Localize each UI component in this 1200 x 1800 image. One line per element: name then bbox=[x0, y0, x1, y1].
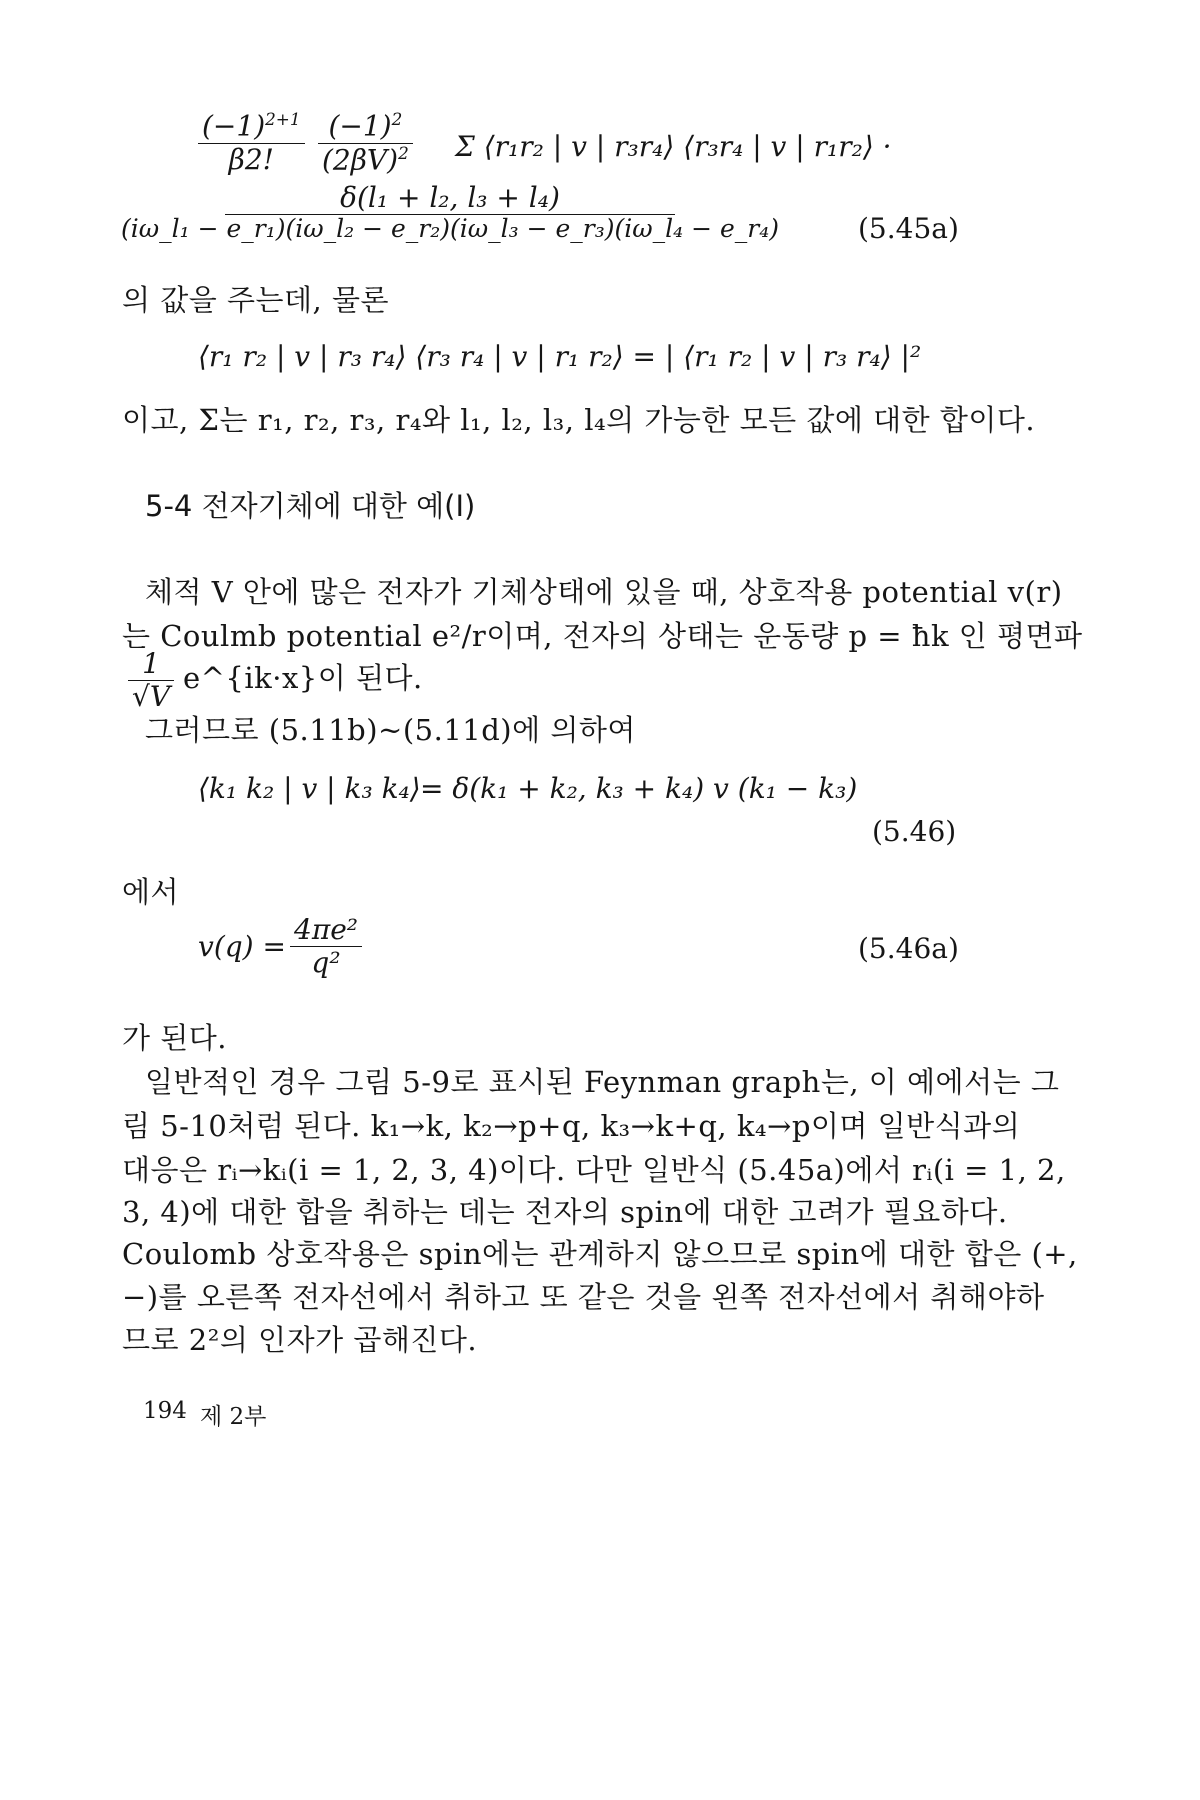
eq-5-45a-delta-fraction: δ(l₁ + l₂, l₃ + l₄) (iω_l₁ − e_r₁)(iω_l₂ − e_r₂)(iω_l₃ − e_r₃)(iω_l₄ − e_r₄) bbox=[120, 181, 780, 244]
para1-wave-function: $\frac{1}{√V}$ e^{ik·x}이 된다. bbox=[128, 648, 423, 713]
eq-5-46a-lhs: v(q) = bbox=[198, 930, 286, 963]
para1-line1: 체적 V 안에 많은 전자가 기체상태에 있을 때, 상호작용 potential v(r) bbox=[145, 575, 1063, 609]
text-value-line: 의 값을 주는데, 물론 bbox=[122, 283, 389, 317]
eq-5-45a-number: (5.45a) bbox=[858, 212, 959, 245]
para2-line7: 므로 2²의 인자가 곱해진다. bbox=[122, 1323, 478, 1357]
eq-5-45a-sum-term: Σ ⟨r₁r₂ | v | r₃r₄⟩ ⟨r₃r₄ | v | r₁r₂⟩ · bbox=[455, 130, 892, 163]
eq-5-45a-coefficient-2: $\frac{(-1)^2}{(2\beta V)^2}$ bbox=[318, 110, 413, 176]
eq-5-46a-fraction: $\frac{\text{4πe²}}{\text{q²}}$ bbox=[290, 914, 362, 979]
para2-line6: −)를 오른쪽 전자선에서 취하고 또 같은 것을 왼쪽 전자선에서 취해야하 bbox=[122, 1280, 1045, 1314]
text-sum-line: 이고, Σ는 r₁, r₂, r₃, r₄와 l₁, l₂, l₃, l₄의 가능한 모든 값에 대한 합이다. bbox=[122, 403, 1036, 437]
eq-5-45a-coefficient-1: $\frac{(-1)^{2+1}}{\beta 2!}$ bbox=[198, 110, 305, 176]
text-gadoenda: 가 된다. bbox=[122, 1021, 227, 1055]
eq-5-46-rhs: = δ(k₁ + k₂, k₃ + k₄) v (k₁ − k₃) bbox=[420, 772, 858, 805]
page-number: 194 bbox=[143, 1398, 187, 1424]
part-label: 제 2부 bbox=[200, 1404, 267, 1430]
eq-5-46-number: (5.46) bbox=[872, 815, 957, 848]
para2-line2: 림 5-10처럼 된다. k₁→k, k₂→p+q, k₃→k+q, k₄→p이며 일반식과의 bbox=[122, 1109, 1021, 1143]
text-eseo: 에서 bbox=[122, 875, 180, 909]
eq-5-46-lhs: ⟨k₁ k₂ | v | k₃ k₄⟩ bbox=[198, 772, 421, 805]
para2-line4: 3, 4)에 대한 합을 취하는 데는 전자의 spin에 대한 고려가 필요하다. bbox=[122, 1195, 1008, 1229]
para2-line3: 대응은 rᵢ→kᵢ(i = 1, 2, 3, 4)이다. 다만 일반식 (5.45a)에서 rᵢ(i = 1, 2, bbox=[122, 1153, 1066, 1187]
eq-abs-square: ⟨r₁ r₂ | v | r₃ r₄⟩ ⟨r₃ r₄ | v | r₁ r₂⟩ = | ⟨r₁ r₂ | v | r₃ r₄⟩ |² bbox=[198, 340, 922, 373]
eq-5-46a-number: (5.46a) bbox=[858, 932, 959, 965]
section-heading: 5-4 전자기체에 대한 예(I) bbox=[145, 489, 476, 523]
para2-line5: Coulomb 상호작용은 spin에는 관계하지 않으므로 spin에 대한 합은 (+, bbox=[122, 1237, 1078, 1271]
para1-line2: 는 Coulmb potential e²/r이며, 전자의 상태는 운동량 p = ħk 인 평면파 bbox=[122, 619, 1083, 653]
para2-line1: 일반적인 경우 그림 5-9로 표시된 Feynman graph는, 이 예에서는 그 bbox=[145, 1065, 1060, 1099]
para1-line4: 그러므로 (5.11b)~(5.11d)에 의하여 bbox=[145, 713, 636, 747]
